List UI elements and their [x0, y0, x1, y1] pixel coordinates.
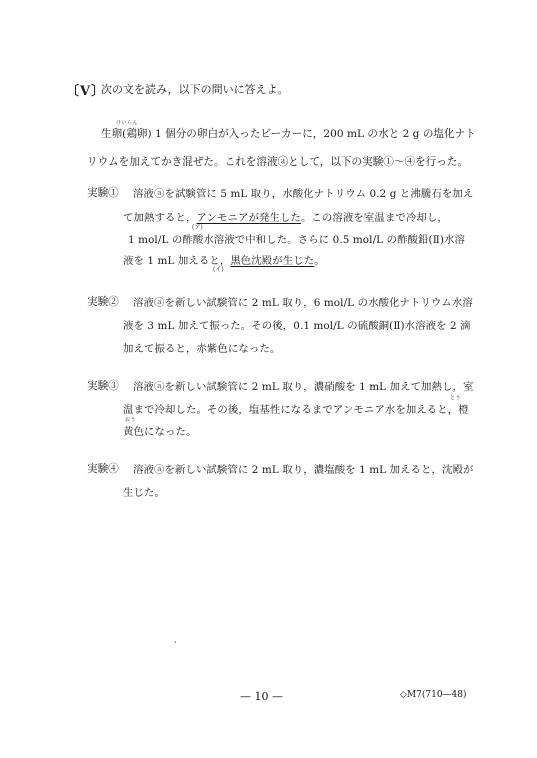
intro-line-2: リウムを加えてかき混ぜた。これを溶液ⓐとして，以下の実験①～④を行った。	[87, 156, 469, 168]
experiment-1-line-4-post: 。	[314, 255, 325, 267]
intro-ruby: けいらん	[116, 120, 139, 126]
underlined-ammonia: アンモニアが発生した	[196, 212, 301, 224]
experiment-3-label: 実験③	[87, 380, 119, 392]
experiment-4-line-2: 生じた。	[123, 487, 165, 499]
experiment-1-label: 実験①	[87, 187, 119, 199]
section-mark: 〔Ⅴ〕	[66, 84, 106, 99]
stray-mark: ､	[174, 635, 178, 644]
experiment-1-line-4-pre: 液を 1 mL 加えると，	[123, 255, 231, 267]
experiment-2-line-3: 加えて振ると，赤紫色になった。	[123, 343, 281, 355]
experiment-2-label: 実験②	[87, 296, 119, 308]
page-number: — 10 —	[240, 690, 283, 703]
subscript-a: (ア)	[192, 224, 203, 231]
section-instruction: 次の文を読み，以下の問いに答えよ。	[101, 83, 289, 96]
intro-line-1: 生卵(鶏卵) 1 個分の卵白が入ったビーカーに，200 mL の水と 2 g の塩化ナト	[101, 128, 476, 140]
subscript-b: (イ)	[213, 266, 224, 273]
experiment-3-line-3: 黄色になった。	[123, 426, 197, 438]
experiment-3-line-1: 溶液ⓐを新しい試験管に 2 mL 取り，濃硝酸を 1 mL 加えて加熱し，室	[133, 381, 474, 393]
experiment-4-label: 実験④	[87, 463, 119, 475]
experiment-3-ruby-1: とう	[450, 395, 462, 401]
experiment-1-line-3: 1 mol/L の酢酸水溶液で中和した。さらに 0.5 mol/L の酢酸鉛(Ⅱ)水溶	[128, 234, 465, 246]
experiment-1-line-2-post: 。この溶液を室温まで冷却し，	[300, 212, 448, 224]
experiment-2-line-1: 溶液ⓐを新しい試験管に 2 mL 取り，6 mol/L の水酸化ナトリウム水溶	[133, 297, 473, 309]
exam-code: ◇M7(710—48)	[400, 690, 467, 700]
experiment-3-line-2: 温まで冷却した。その後，塩基性になるまでアンモニア水を加えると，橙	[123, 404, 469, 416]
experiment-2-line-2: 液を 3 mL 加えて振った。その後，0.1 mol/L の硫酸銅(Ⅱ)水溶液を 2 滴	[123, 320, 471, 332]
experiment-4-line-1: 溶液ⓐを新しい試験管に 2 mL 取り，濃塩酸を 1 mL 加えると，沈殿が	[133, 464, 474, 476]
experiment-1-line-2	[123, 209, 448, 224]
experiment-1-line-2-pre: て加熱すると，	[123, 212, 197, 224]
experiment-3-ruby-2: おう	[125, 417, 137, 423]
experiment-1-line-4	[123, 252, 325, 267]
underlined-black-precipitate: 黒色沈殿が生じた	[230, 255, 315, 267]
experiment-1-line-1: 溶液ⓐを試験管に 5 mL 取り，水酸化ナトリウム 0.2 g と沸騰石を加え	[133, 188, 474, 200]
